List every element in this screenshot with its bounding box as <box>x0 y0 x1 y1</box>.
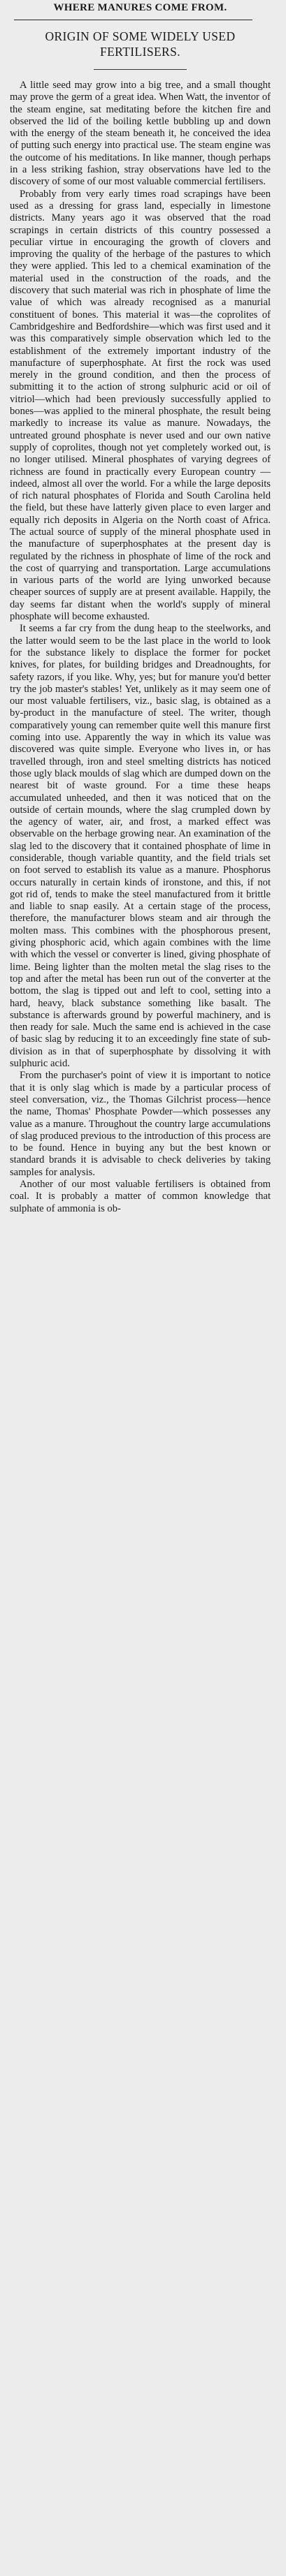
headline-rule <box>94 69 187 70</box>
article-body <box>10 80 271 1215</box>
running-head: WHERE MANURES COME FROM. <box>53 2 227 13</box>
headline: ORIGIN OF SOME WIDELY USED FERTILISERS. <box>45 29 236 59</box>
paragraph-phosphates: Probably from very early times road scrapings have been used as a dressing for grass land, especially in limestone districts. Many years ago it was observed that the road scrapings in certain districts of this country possessed a peculiar virtue in encouraging the growth of clovers and improving the quality of the herbage of the pastures to which they were applied. This led to a chemical examination of the material used in the construction of the roads, and the discovery that such material was rich in phosphate of lime the value of which was already recognised as a manurial constituent of bones. This material it was—the coprolites of Cambridgeshire and Bedfordshire—which was first used and it was this comparatively simple observation which led to the establishment of the extremely important industry of the manufacture of superphosphate. At first the rock was used merely in the ground condition, and then the process of submitting it to the action of strong sulphuric acid or oil of vitriol—which had been previously successfully applied to bones—was applied to the mineral phosphate, the result being markedly to increase its value as manure. Nowadays, the untreated ground phosphate is never used and our own native supply of coprolites, though not yet completely worked out, is no longer utilised. Mineral phosphates of varying degrees of richness are found in practically every European country — indeed, almost all over the world. For a while the large deposits of rich natural phosphates of Florida and South Carolina held the field, but these have latterly given place to even larger and equally rich deposits in Algeria on the North coast of Africa. The actual source of supply of the mineral phosphate used in the manufacture of superphosphates at the present day is regulated by the richness in phosphate of lime of the rock and the cost of quarrying and transportation. Large accumulations in various parts of the world are lying unworked because cheaper sources of supply are at present available. Happily, the day seems far distant when the world's supply of mineral phosphate will become exhausted. <box>10 188 271 623</box>
paragraph-coal: Another of our most valuable fertilisers is obtained from coal. It is probably a matter of common knowledge that sulphate of ammonia is ob- <box>10 1179 271 1214</box>
paragraph-purchaser: From the purchaser's point of view it is important to notice that it is only slag which is made by a particular process of steel conversation, viz., the Thomas Gilchrist process—hence the name, Thomas' Phosphate Powder—which possesses any value as a manure. Throughout the country large accumulations of slag produced previous to the introduction of this process are to be found. Hence in buying any but the best known or standard brands it is advisable to check deliveries by taking samples for analysis. <box>10 1070 271 1178</box>
paragraph-intro: A little seed may grow into a big tree, and a small thought may prove the germ of a great idea. When Watt, the inventor of the steam engine, sat meditating before the kitchen fire and observed the lid of the boiling kettle bubbling up and down with the energy of the steam beneath it, he conceived the idea of putting such energy into practical use. The steam engine was the outcome of his meditations. In like manner, though perhaps in a less striking fashion, stray observations have led to the discovery of some of our most valuable commercial fertilisers. <box>10 80 271 188</box>
paragraph-basic-slag: It seems a far cry from the dung heap to the steelworks, and the latter would seem to be the last place in the world to look for the substance likely to displace the former for pocket knives, for plates, for building bridges and Dreadnoughts, for safety razors, if you like. Why, yes; but for manure you'd better try the job master's stables! Yet, unlikely as it may seem one of our most valuable fertilisers, viz., basic slag, is obtained as a by-product in the manufacture of steel. The writer, though comparatively young can remember quite well this manure first coming into use. Apparently the way in which its value was discovered was quite simple. Everyone who lives in, or has travelled through, iron and steel smelting districts has noticed those ugly black moulds of slag which are dumped down on the nearest bit of waste ground. For a time these heaps accumulated unheeded, and then it was noticed that on the outside of certain mounds, where the slag crumpled down by the agency of water, air, and frost, a marked effect was observable on the herbage growing near. An examination of the slag led to the discovery that it contained phosphate of lime in considerable, though variable quantity, and the field trials set on foot served to establish its value as a manure. Phosphorus occurs naturally in certain kinds of ironstone, and this, if not got rid of, tends to make the steel manufactured from it brittle and liable to snap easily. At a certain stage of the process, therefore, the manufacturer blows steam and air through the molten mass. This combines with the phosphorous present, giving phosphoric acid, which again combines with the lime with which the vessel or converter is lined, giving phosphate of lime. Being lighter than the molten metal the slag rises to the top and after the metal has been run out of the converter at the bottom, the slag is tipped out and left to cool, setting into a hard, heavy, black substance something like basalt. The substance is afterwards ground by powerful machinery, and is then ready for sale. Much the same end is achieved in the case of basic slag by reducing it to an exceedingly fine state of sub-division as in that of superphosphate by dissolving it with sulphuric acid. <box>10 623 271 1070</box>
